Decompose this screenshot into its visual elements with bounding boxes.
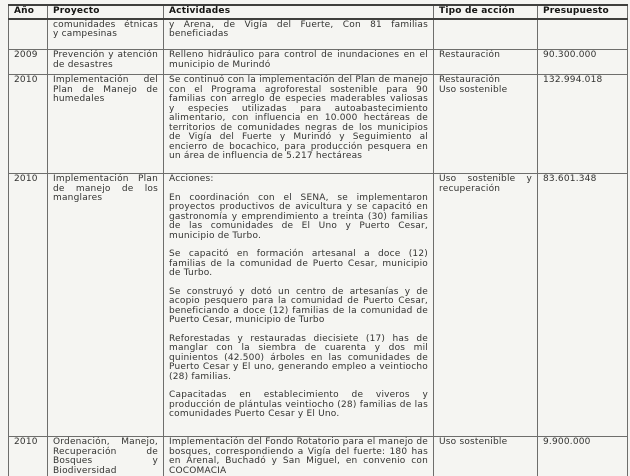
table-row xyxy=(9,75,628,174)
year-cell: 2010 xyxy=(9,174,48,437)
column-header-project: Proyecto xyxy=(48,5,164,19)
project-cell: Ordenación, Manejo, Recuperación de Bosques y Biodiversidad xyxy=(48,437,164,476)
budget-cell: 90.300.000 xyxy=(538,50,628,75)
budget-cell: 9.900.000 xyxy=(538,437,628,476)
action-type-cell xyxy=(434,75,538,174)
activity-paragraph: Relleno hidráulico para control de inundaciones en el municipio de Murindó xyxy=(169,50,428,70)
budget-cell xyxy=(538,19,628,50)
budget-cell: 83.601.348 xyxy=(538,174,628,437)
project-cell: comunidades étnicas y campesinas xyxy=(48,19,164,50)
table-row xyxy=(9,19,628,50)
action-type-cell xyxy=(434,174,538,437)
activities-cell xyxy=(164,174,434,437)
table-row xyxy=(9,50,628,75)
year-cell: 2010 xyxy=(9,437,48,476)
table-header xyxy=(9,5,628,19)
action-type-line: Uso sostenible y recuperación xyxy=(439,174,532,194)
activities-cell xyxy=(164,50,434,75)
project-cell: Prevención y atención de desastres xyxy=(48,50,164,75)
project-cell: Implementación Plan de manejo de los manglares xyxy=(48,174,164,437)
activity-paragraph: Capacitadas en establecimiento de viveros y producción de plántulas veintiocho (28) familias de las comunidades Puerto Cesar y El Uno. xyxy=(169,390,428,419)
action-type-cell xyxy=(434,50,538,75)
activity-paragraph: Acciones: xyxy=(169,174,214,184)
activity-paragraph: Implementación del Fondo Rotatorio para el manejo de bosques, correspondiendo a Vigía del fuerte: 180 has en Arenal, Buchadó y San Miguel, en convenio con COCOMACIA xyxy=(169,437,428,476)
budget-cell: 132.994.018 xyxy=(538,75,628,174)
action-type-line: Uso sostenible xyxy=(439,84,508,95)
activity-paragraph: En coordinación con el SENA, se implementaron proyectos productivos de avicultura y se capacitó en gastronomía y emprendimiento a treinta (30) familias de las comunidades de El Uno y Puerto Cesar, municipio de Turbo. xyxy=(169,192,428,241)
activities-cell xyxy=(164,437,434,476)
column-header-budget: Presupuesto xyxy=(538,5,628,19)
activities-cell xyxy=(164,75,434,174)
activities-cell xyxy=(164,19,434,50)
column-header-activities: Actividades xyxy=(164,5,434,19)
projects-table xyxy=(8,4,628,476)
year-cell: 2010 xyxy=(9,75,48,174)
table-body xyxy=(9,19,628,476)
table-row xyxy=(9,174,628,437)
year-cell xyxy=(9,19,48,50)
action-type-line: Uso sostenible xyxy=(439,437,508,447)
activity-paragraph: Se continuó con la implementación del Plan de manejo con el Programa agroforestal sostenible para 90 familias con arreglo de especies maderables valiosas y especies utilizadas para autoabastecimiento alimentario, con influencia en 10.000 hectáreas de territorios de comunidades negras de los municipios de Vigía del Fuerte y Murindó y Seguimiento al encierro de bocachico, para producción pesquera en un área de influencia de 5.217 hectáreas xyxy=(169,75,428,161)
activity-paragraph: y Arena, de Vigía del Fuerte, Con 81 familias beneficiadas xyxy=(169,19,428,39)
year-cell: 2009 xyxy=(9,50,48,75)
table-row xyxy=(9,437,628,476)
project-cell: Implementación del Plan de Manejo de humedales xyxy=(48,75,164,174)
action-type-cell xyxy=(434,19,538,50)
action-type-cell xyxy=(434,437,538,476)
action-type-line: Restauración xyxy=(439,50,501,60)
column-header-year: Año xyxy=(9,5,48,19)
action-type-line: Restauración xyxy=(439,75,501,85)
activity-paragraph: Se construyó y dotó un centro de artesanías y de acopio pesquero para la comunidad de Puerto Cesar, beneficiando a doce (12) familias de la comunidad de Puerto Cesar, municipio de Turbo xyxy=(169,286,428,325)
activity-paragraph: Se capacitó en formación artesanal a doce (12) familias de la comunidad de Puerto Cesar, municipio de Turbo. xyxy=(169,249,428,278)
column-header-action-type: Tipo de acción xyxy=(434,5,538,19)
activity-paragraph: Reforestadas y restauradas diecisiete (17) has de manglar con la siembra de cuarenta y dos mil quinientos (42.500) árboles en las comunidades de Puerto Cesar y El uno, generando empleo a veintiocho (28) familias. xyxy=(169,333,428,382)
